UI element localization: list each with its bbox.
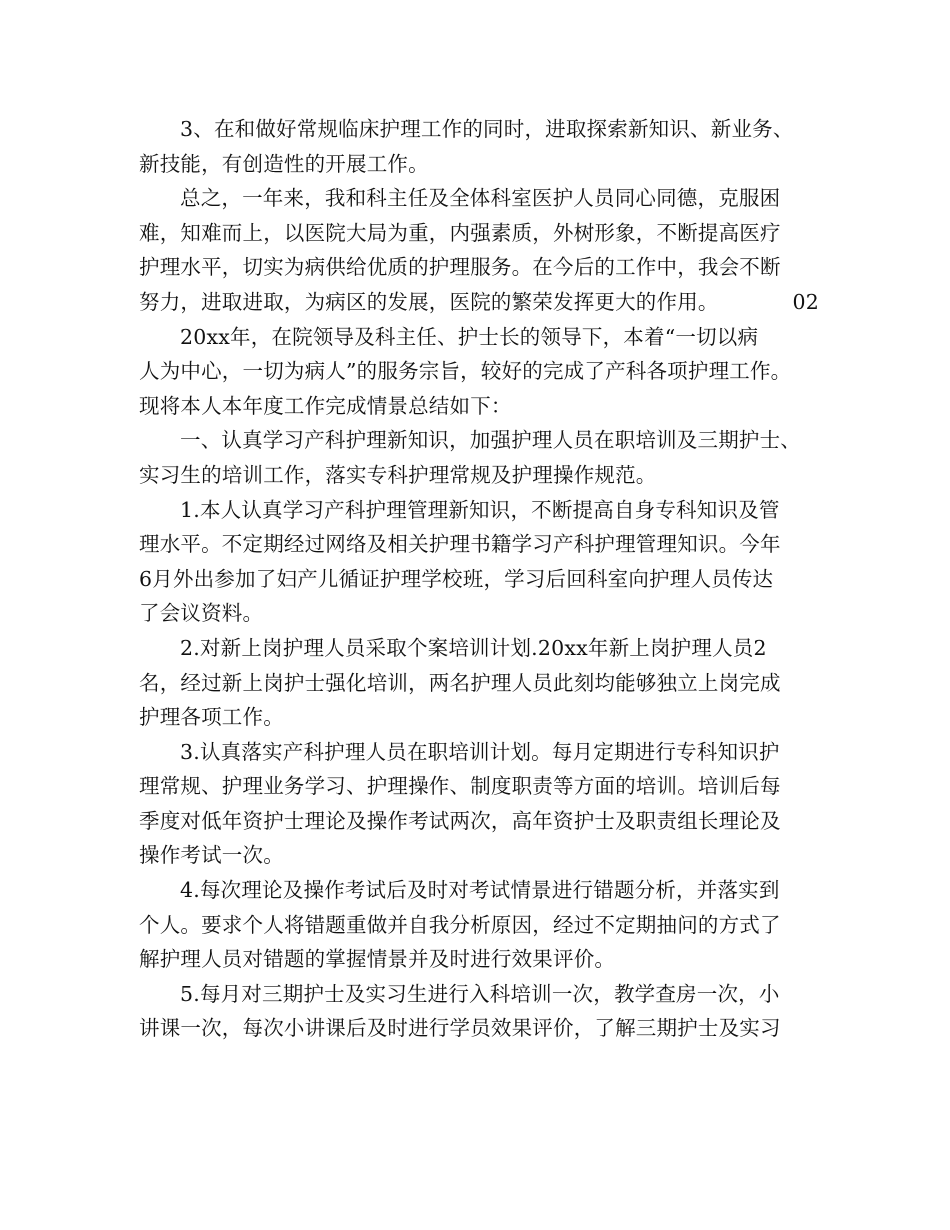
text-line bbox=[139, 527, 819, 562]
paragraph bbox=[139, 631, 819, 735]
text-line bbox=[139, 147, 819, 182]
text-line bbox=[139, 977, 819, 1012]
line-text: 护理水平，切实为病供给优质的护理服务。在今后的工作中，我会不断 bbox=[139, 255, 781, 280]
line-text: 操作考试一次。 bbox=[139, 843, 284, 868]
line-text: 4.每次理论及操作考试后及时对考试情景进行错题分析，并落实到 bbox=[180, 878, 780, 903]
text-line bbox=[139, 181, 819, 216]
text-line bbox=[139, 1011, 819, 1046]
text-line bbox=[139, 769, 819, 804]
document-body bbox=[139, 112, 819, 1046]
text-line bbox=[139, 873, 819, 908]
line-text: 人为中心，一切为病人”的服务宗旨，较好的完成了产科各项护理工作。 bbox=[139, 359, 792, 384]
paragraph bbox=[139, 423, 819, 492]
text-line bbox=[139, 216, 819, 251]
line-text: 2.对新上岗护理人员采取个案培训计划.20xx年新上岗护理人员2 bbox=[180, 635, 767, 660]
line-text: 季度对低年资护士理论及操作考试两次，高年资护士及职责组长理论及 bbox=[139, 808, 781, 833]
line-text: 总之，一年来，我和科主任及全体科室医护人员同心同德，克服困 bbox=[180, 186, 781, 211]
line-text: 护理各项工作。 bbox=[139, 705, 284, 730]
text-line bbox=[139, 354, 819, 389]
line-text: 理常规、护理业务学习、护理操作、制度职责等方面的培训。培训后每 bbox=[139, 774, 781, 799]
paragraph bbox=[139, 112, 819, 181]
line-text: 一、认真学习产科护理新知识，加强护理人员在职培训及三期护士、 bbox=[180, 428, 801, 453]
text-line bbox=[139, 285, 819, 320]
line-text: 3、在和做好常规临床护理工作的同时，进取探索新知识、新业务、 bbox=[180, 117, 794, 141]
paragraph bbox=[139, 735, 819, 873]
section-number: 02 bbox=[792, 289, 819, 314]
text-line bbox=[139, 838, 819, 873]
paragraph bbox=[139, 320, 819, 424]
line-text: 实习生的培训工作，落实专科护理常规及护理操作规范。 bbox=[139, 462, 657, 487]
text-line bbox=[139, 562, 819, 597]
text-line bbox=[139, 735, 819, 770]
paragraph bbox=[139, 181, 819, 319]
text-line bbox=[139, 493, 819, 528]
text-line bbox=[139, 320, 819, 355]
text-line bbox=[139, 250, 819, 285]
text-line bbox=[139, 804, 819, 839]
line-text: 了会议资料。 bbox=[139, 601, 264, 626]
paragraph bbox=[139, 977, 819, 1046]
text-line bbox=[139, 389, 819, 424]
line-text: 理水平。不定期经过网络及相关护理书籍学习产科护理管理知识。今年 bbox=[139, 532, 781, 557]
line-text: 难，知难而上，以医院大局为重，内强素质，外树形象，不断提高医疗 bbox=[139, 220, 781, 245]
line-text: 名，经过新上岗护士强化培训，两名护理人员此刻均能够独立上岗完成 bbox=[139, 670, 781, 695]
text-line bbox=[139, 423, 819, 458]
text-line bbox=[139, 942, 819, 977]
line-text: 新技能，有创造性的开展工作。 bbox=[139, 151, 429, 176]
text-line bbox=[139, 458, 819, 493]
line-text: 6月外出参加了妇产儿循证护理学校班，学习后回科室向护理人员传达 bbox=[139, 566, 774, 591]
line-text: 20xx年，在院领导及科主任、护士长的领导下，本着“一切以病 bbox=[180, 324, 759, 349]
line-text: 个人。要求个人将错题重做并自我分析原因，经过不定期抽问的方式了 bbox=[139, 912, 781, 937]
paragraph bbox=[139, 873, 819, 977]
line-text: 1.本人认真学习产科护理管理新知识，不断提高自身专科知识及管 bbox=[180, 497, 780, 522]
text-line bbox=[139, 112, 819, 147]
text-line bbox=[139, 908, 819, 943]
text-line bbox=[139, 631, 819, 666]
line-text: 解护理人员对错题的掌握情景并及时进行效果评价。 bbox=[139, 947, 616, 972]
line-text: 3.认真落实产科护理人员在职培训计划。每月定期进行专科知识护 bbox=[180, 739, 780, 764]
line-text: 讲课一次，每次小讲课后及时进行学员效果评价，了解三期护士及实习 bbox=[139, 1016, 781, 1041]
line-text: 现将本人本年度工作完成情景总结如下： bbox=[139, 393, 512, 418]
paragraph bbox=[139, 493, 819, 631]
text-line bbox=[139, 700, 819, 735]
text-line bbox=[139, 666, 819, 701]
text-line bbox=[139, 596, 819, 631]
line-text: 努力，进取进取，为病区的发展，医院的繁荣发挥更大的作用。 bbox=[139, 289, 719, 314]
line-text: 5.每月对三期护士及实习生进行入科培训一次，教学查房一次，小 bbox=[180, 981, 780, 1006]
